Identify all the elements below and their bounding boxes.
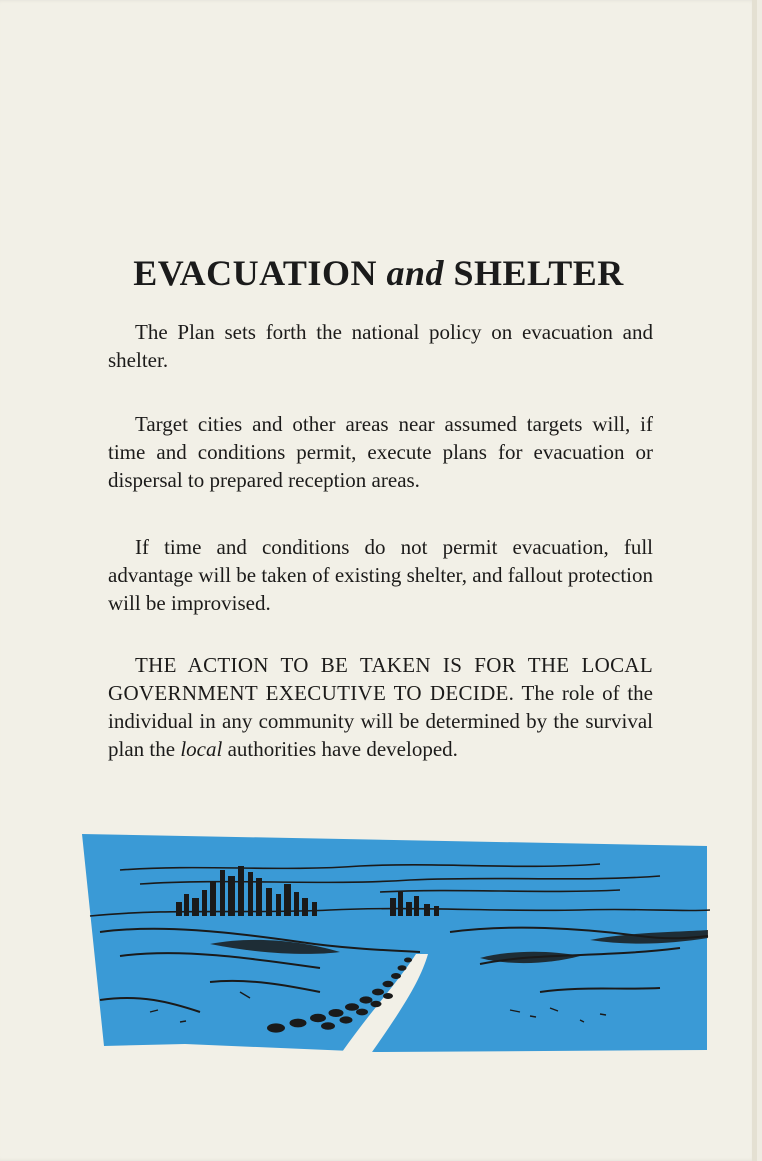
title-word-evacuation: EVACUATION (133, 253, 377, 294)
city-evacuation-road-illustration (80, 832, 710, 1057)
page-title (0, 252, 757, 294)
title-word-and: and (386, 253, 444, 294)
paragraph-target-cities: Target cities and other areas near assumed targets will, if time and conditions permit, execute plans for evacuation or dispersal to prepared reception areas. (108, 412, 653, 492)
title-word-shelter: SHELTER (453, 253, 624, 294)
paragraph-shelter: If time and conditions do not permit evacuation, full advantage will be taken of existing shelter, and fallout protection will be improvised. (108, 535, 653, 615)
blue-background-shape (82, 834, 707, 1052)
role-text-b: authorities have developed. (227, 737, 458, 761)
paragraph-local-government (108, 651, 653, 763)
local-emphasis: local (180, 737, 223, 761)
role-text-a: The role of the individual in any community will be determined by the survival plan the (108, 681, 653, 761)
page-edge (752, 0, 757, 1161)
paragraph-national-policy: The Plan sets forth the national policy on evacuation and shelter. (108, 320, 653, 372)
action-statement: THE ACTION TO BE TAKEN IS FOR THE LOCAL GOVERNMENT EXECUTIVE TO DECIDE. (108, 653, 653, 705)
